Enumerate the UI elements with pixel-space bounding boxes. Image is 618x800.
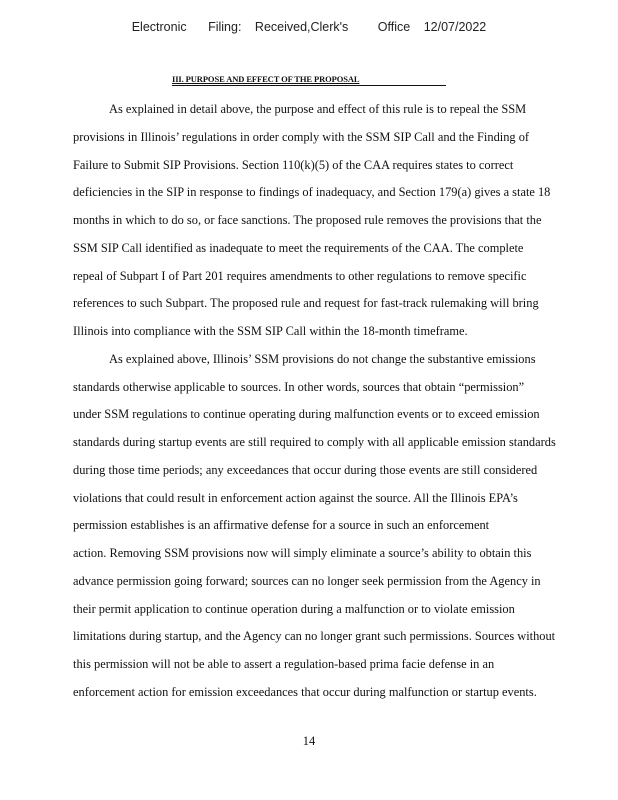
paragraph-line: Failure to Submit SIP Provisions. Section 110(k)(5) of the CAA requires states to correct bbox=[73, 157, 514, 172]
header-office: Office bbox=[377, 20, 411, 34]
paragraph-line: permission establishes is an affirmative defense for a source in such an enforcement bbox=[73, 518, 490, 533]
paragraph-line: standards during startup events are still required to comply with all applicable emission standards bbox=[73, 435, 556, 449]
header-received-clerk: Received,Clerk's bbox=[254, 20, 349, 34]
paragraph-line: this permission will not be able to assert a regulation-based prima facie defense in an bbox=[73, 657, 495, 671]
paragraph-line: Illinois into compliance with the SSM SIP Call within the 18-month timeframe. bbox=[73, 324, 468, 338]
paragraph-line: repeal of Subpart I of Part 201 requires amendments to other regulations to remove specific bbox=[73, 268, 527, 283]
document-body bbox=[73, 96, 603, 707]
paragraph-line: As explained above, Illinois’ SSM provisions do not change the substantive emissions bbox=[109, 351, 536, 366]
header-date: 12/07/2022 bbox=[423, 20, 487, 34]
paragraph-line: action. Removing SSM provisions now will simply eliminate a source’s ability to obtain this bbox=[73, 546, 532, 560]
header-electronic: Electronic bbox=[131, 20, 187, 34]
paragraph-line: SSM SIP Call identified as inadequate to meet the requirements of the CAA. The complete bbox=[73, 240, 524, 255]
paragraph-line: violations that could result in enforcement action against the source. All the Illinois EPA’s bbox=[73, 490, 518, 505]
header-filing: Filing: bbox=[208, 20, 242, 34]
paragraph-line: months in which to do so, or face sanctions. The proposed rule removes the provisions that the bbox=[73, 213, 542, 227]
paragraph-line: deficiencies in the SIP in response to findings of inadequacy, and Section 179(a) gives a state 18 bbox=[73, 185, 551, 200]
paragraph-line: standards otherwise applicable to sources. In other words, sources that obtain “permission” bbox=[73, 379, 525, 394]
paragraph-line: As explained in detail above, the purpose and effect of this rule is to repeal the SSM bbox=[109, 102, 527, 116]
filing-stamp-header bbox=[0, 20, 618, 34]
paragraph-line: their permit application to continue operation during a malfunction or to violate emission bbox=[73, 601, 515, 616]
paragraph-effect bbox=[73, 346, 603, 707]
paragraph-line: advance permission going forward; sources can no longer seek permission from the Agency in bbox=[73, 573, 541, 588]
section-heading: III. PURPOSE AND EFFECT OF THE PROPOSAL bbox=[172, 74, 446, 86]
page-number: 14 bbox=[302, 734, 316, 748]
paragraph-line: under SSM regulations to continue operating during malfunction events or to exceed emission bbox=[73, 407, 540, 422]
paragraph-purpose bbox=[73, 96, 603, 346]
paragraph-line: references to such Subpart. The proposed rule and request for fast-track rulemaking will bring bbox=[73, 296, 539, 311]
paragraph-line: during those time periods; any exceedances that occur during those events are still considered bbox=[73, 462, 538, 477]
paragraph-line: limitations during startup, and the Agency can no longer grant such permissions. Sources without bbox=[73, 629, 556, 644]
paragraph-line: provisions in Illinois’ regulations in order comply with the SSM SIP Call and the Finding of bbox=[73, 129, 530, 144]
paragraph-line: enforcement action for emission exceedances that occur during malfunction or startup events. bbox=[73, 684, 537, 699]
